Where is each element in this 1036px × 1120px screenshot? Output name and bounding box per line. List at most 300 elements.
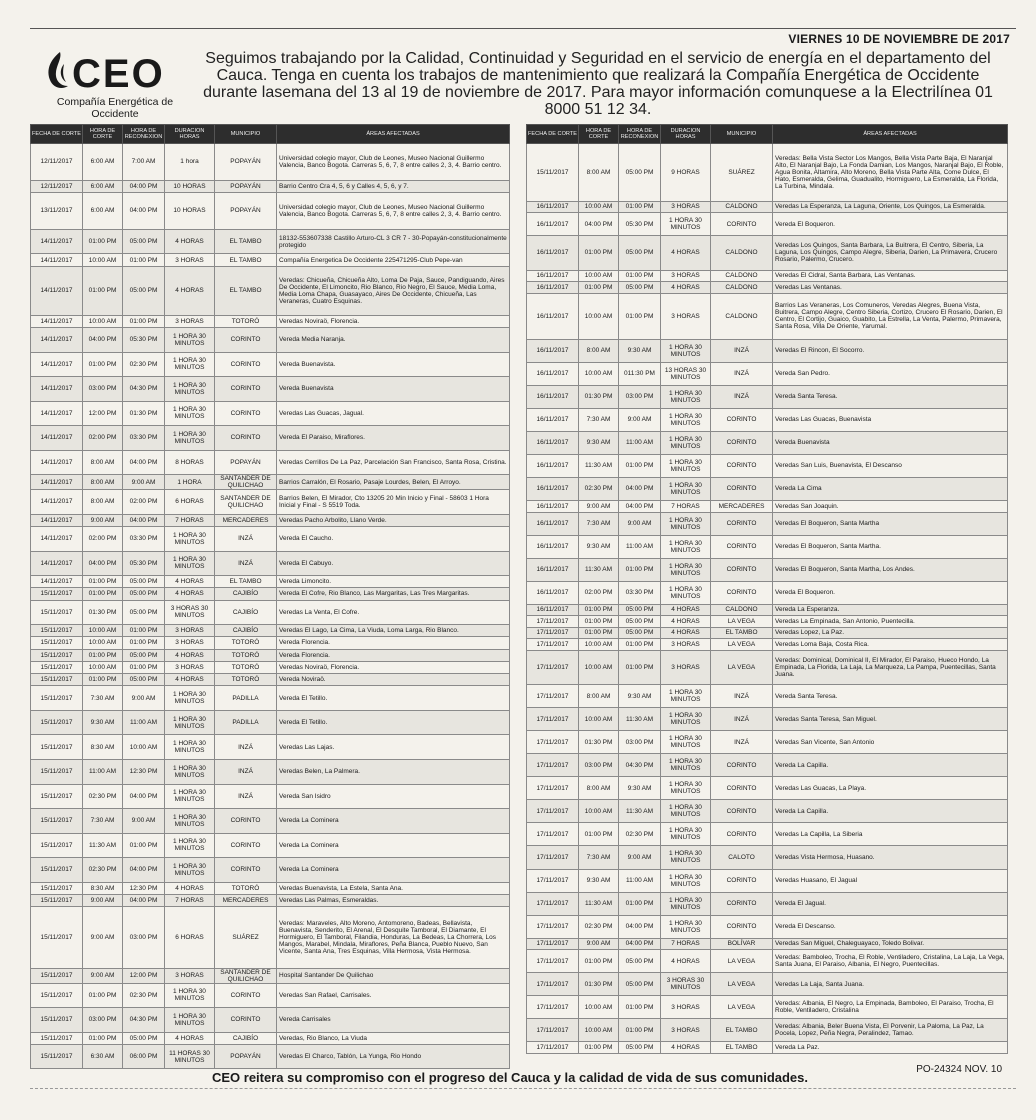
table-cell: Veredas: Chicueña, Chicueña Alto, Loma De Paja, Sauce, Pandiguando, Aires De Occidente, El Limoncito, Rio Blanco, Rio Negro, El Sauce, Media Loma, Media Loma Chapa, Guasayaco, Aires De Occidente, Chicueña, Las Veraneras, Cuatro Esquinas. [277,266,510,315]
table-cell: SANTANDER DE QUILICHAO [215,490,277,515]
table-cell: CORINTO [215,426,277,451]
table-cell: 17/11/2017 [527,1042,579,1054]
table-row [31,983,510,1008]
table-row [527,431,1008,454]
table-cell: 05:00 PM [619,627,661,639]
table-cell: 16/11/2017 [527,213,579,236]
table-cell: Veredas: Maraveles, Alto Moreno, Antomoreno, Badeas, Bellavista, Buenavista, Senderito, El Arenal, El Desquite Tamboral, El Diamante, El Hormiguero, El Tamboral, Filandia, Honduras, La Bedeas, La Chorrera, Los Mangos, Marabel, Mindala, Miraflores, Peña Blanca, Pueblo Nuevo, San Vicente, Santa Ana, Tres Esquinas, Villa Hermosa, Vista Hermosa. [277,907,510,968]
table-cell: Vereda Media Naranja. [277,327,510,352]
table-cell: CORINTO [711,823,773,846]
table-cell: 03:30 PM [619,581,661,604]
table-cell: LA VEGA [711,616,773,628]
table-cell: 9:00 AM [83,514,123,526]
table-cell: Vereda Carrisales [277,1008,510,1033]
table-cell: 03:00 PM [83,1008,123,1033]
table-cell: Vereda El Cofre, Rio Blanco, Las Margaritas, Las Tres Margaritas. [277,588,510,600]
table-cell: Vereda El Boqueron. [773,213,1008,236]
table-cell: LA VEGA [711,996,773,1019]
table-row [527,535,1008,558]
table-cell: CORINTO [711,558,773,581]
table-cell: 1 HORA 30 MINUTOS [661,535,711,558]
table-cell: 04:00 PM [619,501,661,513]
table-cell: CORINTO [215,809,277,834]
table-cell: 10:00 AM [579,362,619,385]
table-cell: 05:00 PM [619,616,661,628]
table-cell: 3 HORAS [165,254,215,266]
logo-subtitle: Compañía Energética de Occidente [56,96,174,120]
table-cell: 3 HORAS [165,625,215,637]
table-cell: 01:00 PM [619,892,661,915]
table-cell: 12:00 PM [123,968,165,983]
table-cell: 10:00 AM [83,315,123,327]
table-cell: 17/11/2017 [527,800,579,823]
table-row [527,627,1008,639]
table-cell: 8:00 AM [579,144,619,202]
table-cell: 16/11/2017 [527,431,579,454]
table-cell: 10:00 AM [579,800,619,823]
table-cell: 16/11/2017 [527,581,579,604]
table-cell: 02:30 PM [579,915,619,938]
table-cell: EL TAMBO [215,229,277,254]
table-cell: 14/11/2017 [31,377,83,402]
table-cell: 1 HORA 30 MINUTOS [165,809,215,834]
table-cell: Barrios Las Veraneras, Los Comuneros, Veredas Alegres, Buena Vista, Buitrera, Campo Alegre, Centro Siberia, Cortizo, Crucero El Rosario, Darien, El Centro, El Cortijo, Guaico, Guabito, La Estrella, La Venta, Palermo, Primavera, Santa Rosa, Villa De Oriente, Yarumal. [773,293,1008,339]
table-cell: 9:00 AM [123,809,165,834]
table-cell: 01:00 PM [579,627,619,639]
table-cell: 01:00 PM [83,266,123,315]
table-cell: 01:00 PM [579,950,619,973]
table-cell: 16/11/2017 [527,282,579,294]
column-header: MUNICIPIO [711,125,773,144]
table-row [31,735,510,760]
table-cell: Veredas: Bamboleo, Trocha, El Roble, Ventiladero, Cristalina, La Laja, La Vega, Santa Juana, El Paraiso, Albania, El Negro, Puentecillas. [773,950,1008,973]
table-cell: CAJIBÍO [215,625,277,637]
table-cell: POPAYÁN [215,144,277,181]
table-cell: 10:00 AM [579,270,619,282]
table-cell: 01:00 PM [619,201,661,213]
table-cell: 7:30 AM [579,408,619,431]
table-row [31,514,510,526]
table-cell: 14/11/2017 [31,315,83,327]
table-cell: 04:00 PM [123,193,165,230]
table-row [527,938,1008,950]
table-cell: 17/11/2017 [527,731,579,754]
table-cell: 1 HORA 30 MINUTOS [165,735,215,760]
table-cell: Vereda La Esperanza. [773,604,1008,616]
table-cell: POPAYÁN [215,1044,277,1069]
table-cell: 6 HORAS [165,490,215,515]
table-cell: 11:30 AM [619,800,661,823]
table-cell: 17/11/2017 [527,915,579,938]
table-cell: Vereda Florencia. [277,649,510,661]
table-cell: 01:00 PM [619,996,661,1019]
table-cell: 17/11/2017 [527,938,579,950]
table-cell: 05:00 PM [123,600,165,625]
table-row [31,1044,510,1069]
table-row [527,454,1008,477]
table-cell: Veredas La Capilla, La Siberia [773,823,1008,846]
table-row [527,616,1008,628]
table-cell: 10 HORAS [165,193,215,230]
table-cell: 3 HORAS [661,1019,711,1042]
table-row [527,846,1008,869]
table-cell: 1 HORA 30 MINUTOS [661,558,711,581]
table-cell: 9:00 AM [123,475,165,490]
table-cell: 10 HORAS [165,180,215,192]
top-rule [30,28,1016,29]
table-cell: 04:00 PM [579,213,619,236]
table-cell: 01:00 PM [83,983,123,1008]
table-cell: CORINTO [215,327,277,352]
table-cell: 16/11/2017 [527,501,579,513]
table-cell: 3 HORAS 30 MINUTOS [165,600,215,625]
table-cell: Veredas El Charco, Tablón, La Yunga, Rio Hondo [277,1044,510,1069]
table-cell: 7 HORAS [661,938,711,950]
table-cell: 01:00 PM [83,588,123,600]
table-cell: INZÁ [711,731,773,754]
table-cell: CORINTO [711,431,773,454]
table-row [527,270,1008,282]
column-header: MUNICIPIO [215,125,277,144]
table-row [31,450,510,475]
table-cell: 1 HORA 30 MINUTOS [661,385,711,408]
table-cell: Vereda Limoncito. [277,576,510,588]
table-cell: 16/11/2017 [527,270,579,282]
table-cell: 1 HORA 30 MINUTOS [661,731,711,754]
table-cell: 3 HORAS [165,968,215,983]
table-cell: TOTORÓ [215,315,277,327]
table-cell: 03:00 PM [579,754,619,777]
table-cell: CALDONO [711,236,773,271]
table-cell: 1 HORA 30 MINUTOS [661,685,711,708]
table-cell: Veredas Pacho Arbolito, Llano Verde. [277,514,510,526]
table-cell: 01:00 PM [619,639,661,651]
table-cell: 15/11/2017 [31,858,83,883]
table-cell: Vereda Noviraö. [277,674,510,686]
table-cell: 1 hora [165,144,215,181]
table-cell: 17/11/2017 [527,973,579,996]
table-row [31,858,510,883]
table-row [527,650,1008,685]
table-cell: 16/11/2017 [527,604,579,616]
table-cell: Vereda San Isidro [277,784,510,809]
table-cell: POPAYÁN [215,180,277,192]
footer-rule [30,1088,1016,1089]
table-row [527,1019,1008,1042]
table-cell: 11:00 AM [619,869,661,892]
column-header: FECHA DE CORTE [31,125,83,144]
table-cell: Veredas Loma Baja, Costa Rica. [773,639,1008,651]
table-cell: 05:00 PM [123,266,165,315]
table-cell: Veredas Buenavista, La Estela, Santa Ana. [277,882,510,894]
table-cell: 10:00 AM [83,637,123,649]
table-cell: 17/11/2017 [527,616,579,628]
table-cell: Vereda El Tetillo. [277,686,510,711]
table-cell: Veredas Vista Hermosa, Huasano. [773,846,1008,869]
table-cell: MERCADERES [215,894,277,906]
table-cell: Veredas Santa Teresa, San Miguel. [773,708,1008,731]
table-cell: Universidad colegio mayor, Club de Leones, Museo Nacional Guillermo Valencia, Banco Bogota. Carreras 5, 6, 7, 8 entre calles 2, 3, 4. Barrio centro. [277,193,510,230]
table-cell: CORINTO [711,213,773,236]
table-cell: 11:00 AM [619,431,661,454]
table-cell: 3 HORAS [661,293,711,339]
table-cell: CALDONO [711,201,773,213]
table-row [527,501,1008,513]
table-cell: Veredas, Rio Blanco, La Viuda [277,1032,510,1044]
column-header: HORA DE RECONEXION [123,125,165,144]
table-cell: 1 HORA 30 MINUTOS [165,1008,215,1033]
table-cell: Veredas Huasano, El Jagual [773,869,1008,892]
table-row [31,649,510,661]
table-cell: INZÁ [711,339,773,362]
table-cell: Barrios Belen, El Mirador, Cto 13205 20 Min Inicio y Final - 58603 1 Hora Inicial y Final - S 5519 Toda. [277,490,510,515]
table-cell: Vereda La Capilla. [773,800,1008,823]
table-cell: 16/11/2017 [527,362,579,385]
table-cell: Veredas El Cidral, Santa Barbara, Las Ventanas. [773,270,1008,282]
table-row [31,637,510,649]
table-cell: 14/11/2017 [31,576,83,588]
table-cell: Vereda El Tetillo. [277,710,510,735]
table-cell: Veredas: Dominical, Dominical II, El Mirador, El Paraiso, Hueco Hondo, La Empinada, La Florida, La Laja, La Marqueza, La Pampa, Puentecillas, Santa Juana. [773,650,1008,685]
table-cell: INZÁ [711,685,773,708]
table-cell: 14/11/2017 [31,426,83,451]
table-cell: 03:30 PM [123,426,165,451]
table-cell: 12:00 PM [83,401,123,426]
table-cell: 14/11/2017 [31,526,83,551]
table-cell: 1 HORA 30 MINUTOS [661,213,711,236]
table-cell: 11 HORAS 30 MINUTOS [165,1044,215,1069]
table-cell: 05:00 PM [123,674,165,686]
table-cell: CALDONO [711,282,773,294]
table-cell: 04:00 PM [83,551,123,576]
table-cell: 01:00 PM [83,229,123,254]
table-cell: 1 HORA 30 MINUTOS [165,426,215,451]
table-cell: 15/11/2017 [31,600,83,625]
table-cell: 4 HORAS [165,674,215,686]
table-cell: 17/11/2017 [527,996,579,1019]
table-cell: 01:00 PM [619,558,661,581]
table-cell: LA VEGA [711,650,773,685]
table-cell: 15/11/2017 [31,907,83,968]
table-cell: 1 HORA 30 MINUTOS [661,454,711,477]
table-cell: Veredas Las Ventanas. [773,282,1008,294]
table-cell: 1 HORA 30 MINUTOS [165,551,215,576]
table-row [527,408,1008,431]
table-cell: CALDONO [711,270,773,282]
table-cell: 03:00 PM [619,731,661,754]
table-cell: CORINTO [711,915,773,938]
table-row [527,385,1008,408]
table-cell: 15/11/2017 [527,144,579,202]
table-cell: 16/11/2017 [527,236,579,271]
table-cell: 01:00 PM [123,833,165,858]
table-cell: Vereda La Cominera [277,809,510,834]
table-cell: 01:00 PM [123,637,165,649]
table-row [527,973,1008,996]
logo-wordmark: CEO [72,52,165,96]
table-cell: 01:00 PM [619,454,661,477]
table-cell: Veredas El Lago, La Cima, La Viuda, Loma Larga, Rio Blanco. [277,625,510,637]
table-cell: Veredas Noviraö, Florencia. [277,315,510,327]
table-cell: 01:00 PM [123,661,165,673]
table-cell: 3 HORAS [661,650,711,685]
table-cell: 14/11/2017 [31,254,83,266]
table-cell: 14/11/2017 [31,551,83,576]
table-row [527,754,1008,777]
table-cell: 4 HORAS [661,282,711,294]
table-cell: 14/11/2017 [31,475,83,490]
table-row [31,661,510,673]
table-cell: 9:00 AM [83,894,123,906]
table-cell: CORINTO [215,1008,277,1033]
table-cell: 10:00 AM [83,661,123,673]
table-cell: TOTORÓ [215,649,277,661]
table-row [527,339,1008,362]
table-cell: CORINTO [711,535,773,558]
table-cell: POPAYÁN [215,450,277,475]
table-cell: 05:00 PM [619,282,661,294]
table-cell: 05:00 PM [619,950,661,973]
column-header: ÁREAS AFECTADAS [277,125,510,144]
table-cell: Vereda Buenavista [773,431,1008,454]
table-cell: 4 HORAS [661,616,711,628]
table-cell: TOTORÓ [215,674,277,686]
table-cell: 04:00 PM [619,938,661,950]
table-row [527,144,1008,202]
table-cell: 01:00 PM [83,674,123,686]
table-cell: POPAYÁN [215,193,277,230]
table-cell: 6:00 AM [83,144,123,181]
table-cell: 8:00 AM [579,685,619,708]
table-cell: Veredas La Esperanza, La Laguna, Oriente, Los Quingos, La Esmeralda. [773,201,1008,213]
schedule-table-right [526,124,1008,1054]
table-cell: 1 HORA 30 MINUTOS [165,784,215,809]
table-cell: Vereda La Cominera [277,858,510,883]
table-cell: 17/11/2017 [527,650,579,685]
table-cell: Veredas Las Guacas, Jagual. [277,401,510,426]
table-cell: 4 HORAS [165,882,215,894]
table-cell: 4 HORAS [165,266,215,315]
table-cell: 1 HORA 30 MINUTOS [165,983,215,1008]
table-cell: Veredas Noviraö, Florencia. [277,661,510,673]
table-row [527,282,1008,294]
table-cell: 01:00 PM [579,616,619,628]
table-cell: CALDONO [711,293,773,339]
table-cell: 3 HORAS [661,639,711,651]
table-cell: 7 HORAS [165,894,215,906]
table-cell: INZÁ [711,362,773,385]
table-cell: 9:00 AM [83,907,123,968]
table-cell: 16/11/2017 [527,558,579,581]
table-cell: 04:00 PM [83,327,123,352]
table-cell: 11:00 AM [83,760,123,785]
table-cell: Veredas El Rincon, El Socorro. [773,339,1008,362]
table-cell: 3 HORAS [661,201,711,213]
table-cell: EL TAMBO [215,576,277,588]
table-cell: 15/11/2017 [31,882,83,894]
table-cell: CORINTO [215,983,277,1008]
table-cell: 02:00 PM [83,426,123,451]
table-cell: 04:30 PM [619,754,661,777]
publication-date: VIERNES 10 DE NOVIEMBRE DE 2017 [788,32,1010,46]
table-cell: 4 HORAS [661,236,711,271]
table-cell: 01:00 PM [123,625,165,637]
table-cell: 3 HORAS 30 MINUTOS [661,973,711,996]
table-cell: 12/11/2017 [31,144,83,181]
table-cell: 1 HORA [165,475,215,490]
table-header-row [31,125,510,144]
table-cell: 9:30 AM [579,431,619,454]
table-row [527,604,1008,616]
table-cell: CORINTO [711,581,773,604]
table-cell: 17/11/2017 [527,950,579,973]
table-row [31,809,510,834]
table-cell: 04:00 PM [123,858,165,883]
table-cell: 6:00 AM [83,180,123,192]
table-cell: 10:00 AM [123,735,165,760]
table-cell: 17/11/2017 [527,777,579,800]
table-row [31,315,510,327]
table-cell: Veredas San Vicente, San Antonio [773,731,1008,754]
table-cell: Veredas Belen, La Palmera. [277,760,510,785]
table-cell: 16/11/2017 [527,385,579,408]
table-cell: 15/11/2017 [31,894,83,906]
table-cell: 01:00 PM [579,1042,619,1054]
table-cell: 7:00 AM [123,144,165,181]
table-row [527,201,1008,213]
table-cell: 04:00 PM [123,784,165,809]
table-cell: 3 HORAS [661,270,711,282]
table-cell: 05:00 PM [123,229,165,254]
table-cell: 10:00 AM [579,293,619,339]
table-row [31,1032,510,1044]
table-cell: 15/11/2017 [31,760,83,785]
table-cell: 15/11/2017 [31,735,83,760]
table-cell: INZÁ [215,784,277,809]
table-cell: 01:00 PM [619,270,661,282]
announcement-text: Seguimos trabajando por la Calidad, Continuidad y Seguridad en el servicio de energía en el departamento del Cauca. Tenga en cuenta los trabajos de mantenimiento que realizará la Compañía Energética de Occidente durante lasemana del 13 al 19 de noviembre de 2017. Para mayor información comunquese a la Electrilínea 01 8000 51 12 34. [203,50,993,118]
table-cell: CORINTO [711,892,773,915]
table-cell: 01:00 PM [83,352,123,377]
table-cell: 14/11/2017 [31,450,83,475]
table-cell: 1 HORA 30 MINUTOS [661,869,711,892]
table-cell: 9 HORAS [661,144,711,202]
table-cell: EL TAMBO [215,254,277,266]
table-cell: 16/11/2017 [527,293,579,339]
table-cell: 15/11/2017 [31,588,83,600]
table-body-right [527,144,1008,1054]
table-cell: 8:30 AM [83,882,123,894]
table-cell: Barrio Centro Cra 4, 5, 6 y Calles 4, 5, 6, y 7. [277,180,510,192]
table-cell: 11:30 AM [619,708,661,731]
column-header: FECHA DE CORTE [527,125,579,144]
table-row [31,490,510,515]
table-cell: 15/11/2017 [31,809,83,834]
table-cell: Veredas Cerrillos De La Paz, Parcelación San Francisco, Santa Rosa, Cristina. [277,450,510,475]
table-cell: Vereda El Jagual. [773,892,1008,915]
table-cell: 11:30 AM [579,892,619,915]
table-cell: 18132-553607338 Castillo Arturo-CL 3 CR 7 - 30-Popayán-constitucionalmente protegido [277,229,510,254]
table-cell: 01:00 PM [619,293,661,339]
table-row [31,551,510,576]
table-cell: 04:00 PM [123,180,165,192]
table-cell: 11:30 AM [579,454,619,477]
column-header: DURACION HORAS [661,125,711,144]
table-cell: Veredas El Boqueron, Santa Martha. [773,535,1008,558]
table-cell: Universidad colegio mayor, Club de Leones, Museo Nacional Guillermo Valencia, Banco Bogota. Carreras 5, 6, 7, 8 entre calles 2, 3, 4. Barrio centro. [277,144,510,181]
table-cell: 1 HORA 30 MINUTOS [661,512,711,535]
flame-icon [42,50,72,94]
